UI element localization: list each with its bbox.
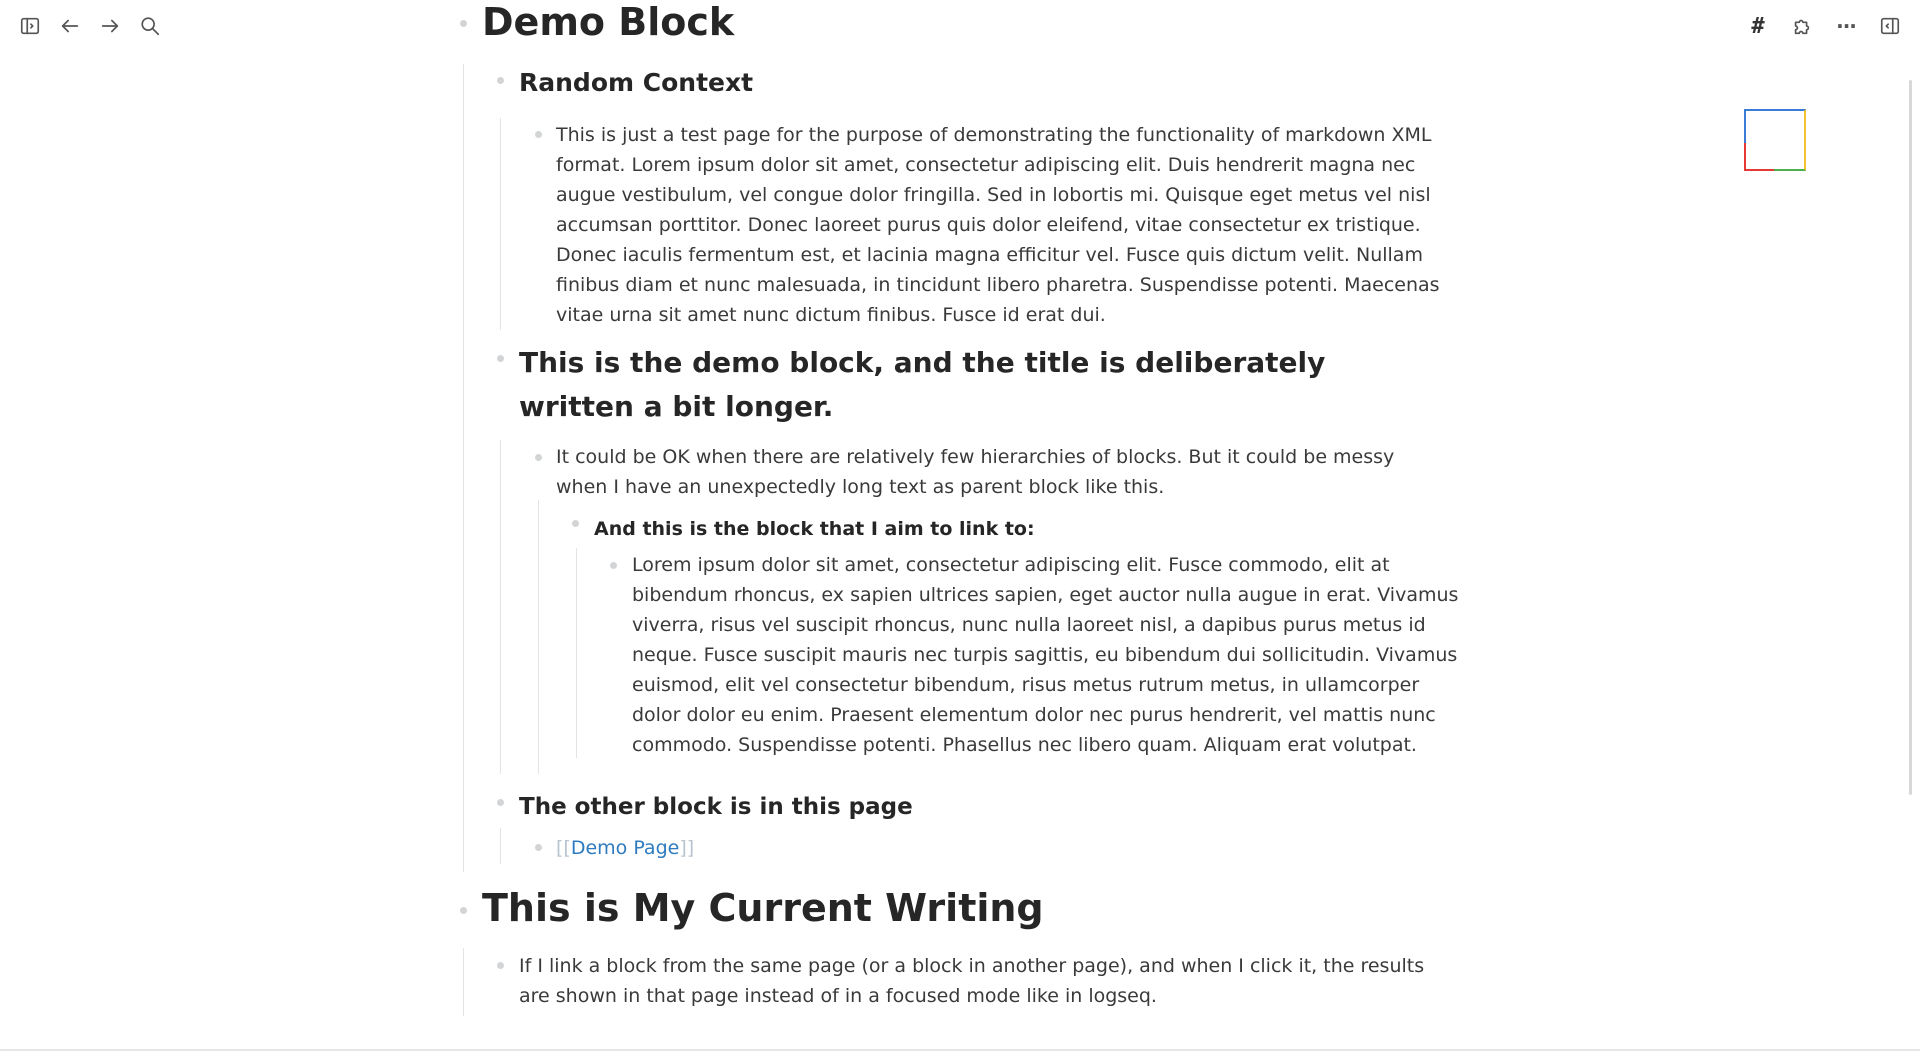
heading-link-target[interactable]: And this is the block that I aim to link to: [594,518,1035,540]
block-bullet[interactable] [460,20,467,27]
graph-view-thumbnail[interactable] [1744,109,1806,171]
block-bullet[interactable] [497,799,504,806]
graph-border-red [1744,169,1774,171]
block-bullet[interactable] [572,520,579,527]
block-bullet[interactable] [610,562,617,569]
toolbar-right [1746,14,1902,38]
block-guide-line [463,64,464,872]
paragraph-demo-block[interactable]: It could be OK when there are relatively few hierarchies of blocks. But it could be messy when I have an unexpectedly long text as parent block like this. [556,446,1395,498]
block-bullet[interactable] [497,962,504,969]
toolbar-left [18,14,162,38]
heading-demo-block[interactable]: This is the demo block, and the title is deliberately written a bit longer. [519,346,1326,423]
paragraph-link-target[interactable]: Lorem ipsum dolor sit amet, consectetur adipiscing elit. Fusce commodo, elit at bibendum rhoncus, ex sapien ultrices sapien, eget auctor nulla augue in erat. Vivamus viverra, risus vel suscipit rhoncus, nunc nulla laoreet nisl, a dapibus purus metus id neque. Fusce suscipit mauris nec turpis sagittis, eu bibendum dui sollicitudin. Vivamus euismod, elit vel consectetur bibendum, risus metus rutrum metus, in ullamcorper dolor dolor eu enim. Praesent elementum dolor nec purus hendrerit, vel mattis nunc commodo. Suspendisse potenti. Phasellus nec libero quam. Aliquam erat volutpat. [632,554,1459,756]
block-bullet[interactable] [497,77,504,84]
paragraph-random-context[interactable]: This is just a test page for the purpose of demonstrating the functionality of markdown XML format. Lorem ipsum dolor sit amet, consectetur adipiscing elit. Duis hendrerit magna nec augue vestibulum, vel congue dolor fringilla. Sed in lobortis mi. Quisque eget metus vel nisl accumsan porttitor. Donec laoreet purus quis dolor eleifend, vitae consectetur ex tristique. Donec iaculis fermentum est, et lacinia magna efficitur vel. Fusce quis dictum velit. Nullam finibus diam et nunc malesuada, in tincidunt libero pharetra. Suspendisse potenti. Maecenas vitae urna sit amet nunc dictum finibus. Fusce id erat dui. [556,124,1440,326]
block-guide-line [500,118,501,330]
arrow-right-icon[interactable] [98,14,122,38]
link-bracket-open: [[ [556,837,571,859]
block-bullet[interactable] [535,454,542,461]
block-bullet[interactable] [460,907,467,914]
more-icon[interactable]: ··· [1836,14,1856,38]
block-guide-line [500,440,501,774]
sidebar-toggle-icon[interactable] [18,14,42,38]
block-bullet[interactable] [535,131,542,138]
heading-random-context[interactable]: Random Context [519,68,754,97]
block-guide-line [576,548,577,758]
block-current-writing-title[interactable]: This is My Current Writing [482,886,1044,930]
block-guide-line [500,828,501,864]
link-bracket-close: ]] [679,837,695,859]
graph-border-red-side [1744,143,1746,171]
page-link-demo-page[interactable]: Demo Page [570,837,680,859]
heading-other-block[interactable]: The other block is in this page [519,794,913,820]
block-guide-line [538,500,539,774]
search-icon[interactable] [138,14,162,38]
block-demo-title[interactable]: Demo Block [482,0,735,44]
block-bullet[interactable] [497,355,504,362]
hash-icon[interactable]: # [1751,13,1765,39]
right-sidebar-icon[interactable] [1878,14,1902,38]
block-bullet[interactable] [535,844,542,851]
paragraph-current-writing[interactable]: If I link a block from the same page (or a block in another page), and when I click it, the results are shown in that page instead of in a focused mode like in logseq. [519,955,1425,1007]
scrollbar[interactable] [1909,80,1912,795]
puzzle-icon[interactable] [1790,14,1814,38]
page-link-row [556,833,694,863]
arrow-left-icon[interactable] [58,14,82,38]
block-guide-line [463,948,464,1016]
